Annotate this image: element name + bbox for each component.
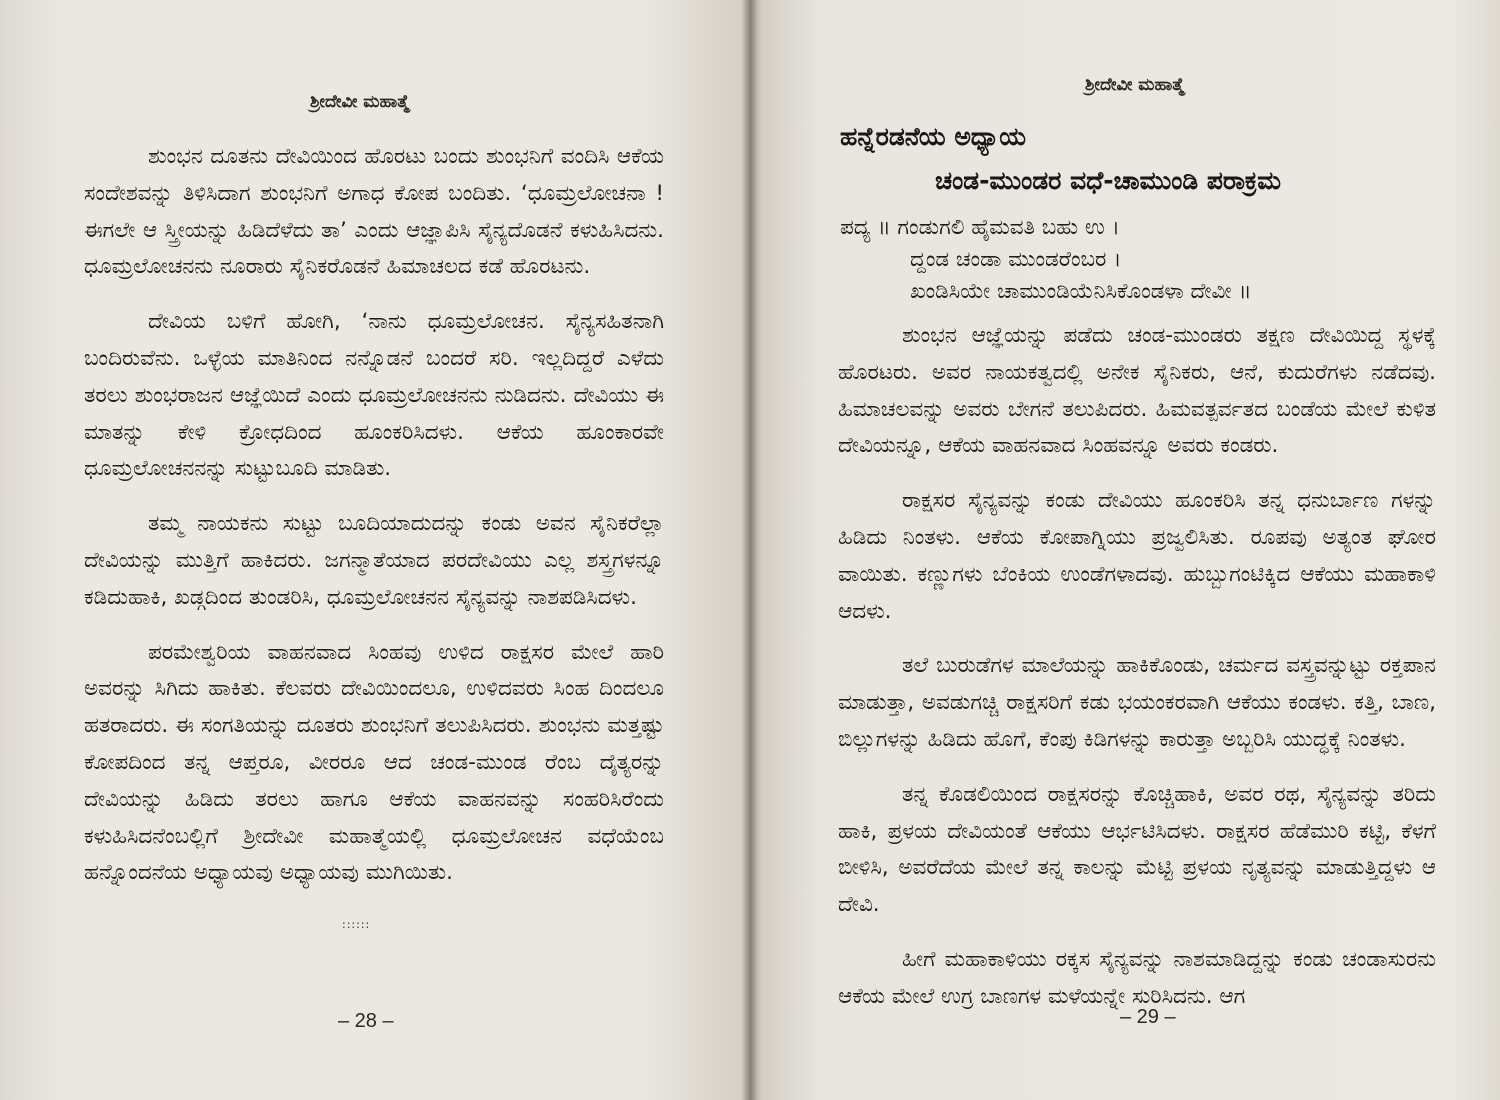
paragraph: ತಲೆ ಬುರುಡೆಗಳ ಮಾಲೆಯನ್ನು ಹಾಕಿಕೊಂಡು, ಚರ್ಮದ ವಸ್ತ್ರವನ್ನುಟ್ಟು ರಕ್ತಪಾನ ಮಾಡುತ್ತಾ, ಅವಡುಗಚ್ಚಿ ರಾಕ್ಷಸರಿಗೆ ಕಡು ಭಯಂಕರವಾಗಿ ಆಕೆಯು ಕಂಡಳು. ಕತ್ತಿ, ಬಾಣ, ಬಿಲ್ಲುಗಳನ್ನು ಹಿಡಿದು ಹೊಗೆ, ಕೆಂಪು ಕಿಡಿಗಳನ್ನು ಕಾರುತ್ತಾ ಅಬ್ಬರಿಸಿ ಯುದ್ಧಕ್ಕೆ ನಿಂತಳು. [838, 653, 1436, 752]
running-head: ಶ್ರೀದೇವೀ ಮಹಾತ್ಮೆ [1085, 75, 1185, 95]
paragraph: ತನ್ನ ಕೊಡಲಿಯಿಂದ ರಾಕ್ಷಸರನ್ನು ಕೊಚ್ಚಿಹಾಕಿ, ಅವರ ರಥ, ಸೈನ್ಯವನ್ನು ತರಿದು ಹಾಕಿ, ಪ್ರಳಯ ದೇವಿಯಂತೆ ಆಕೆಯು ಆರ್ಭಟಿಸಿದಳು. ರಾಕ್ಷಸರ ಹೆಡೆಮುರಿ ಕಟ್ಟಿ, ಕೆಳಗೆ ಬೀಳಿಸಿ, ಅವರೆದೆಯ ಮೇಲೆ ತನ್ನ ಕಾಲನ್ನು ಮೆಟ್ಟಿ ಪ್ರಳಯ ನೃತ್ಯವನ್ನು ಮಾಡುತ್ತಿದ್ದಳು ಆ ದೇವಿ. [838, 781, 1436, 918]
chapter-title: ಹನ್ನೆರಡನೆಯ ಅಧ್ಯಾಯ [840, 122, 1027, 151]
chapter-subtitle: ಚಂಡ-ಮುಂಡರ ವಧೆ-ಚಾಮುಂಡಿ ಪರಾಕ್ರಮ [935, 166, 1281, 195]
book-gutter [742, 0, 758, 1100]
paragraph: ತಮ್ಮ ನಾಯಕನು ಸುಟ್ಟು ಬೂದಿಯಾದುದನ್ನು ಕಂಡು ಅವನ ಸೈನಿಕರೆಲ್ಲಾ ದೇವಿಯನ್ನು ಮುತ್ತಿಗೆ ಹಾಕಿದರು. ಜಗನ್ಮಾತೆಯಾದ ಪರದೇವಿಯು ಎಲ್ಲ ಶಸ್ತ್ರಗಳನ್ನೂ ಕಡಿದುಹಾಕಿ, ಖಡ್ಗದಿಂದ ತುಂಡರಿಸಿ, ಧೂಮ್ರಲೋಚನನ ಸೈನ್ಯವನ್ನು ನಾಶಪಡಿಸಿದಳು. [84, 511, 664, 610]
paragraph: ಶುಂಭನ ದೂತನು ದೇವಿಯಿಂದ ಹೊರಟು ಬಂದು ಶುಂಭನಿಗೆ ವಂದಿಸಿ ಆಕೆಯ ಸಂದೇಶವನ್ನು ತಿಳಿಸಿದಾಗ ಶುಂಭನಿಗೆ ಅಗಾಧ ಕೋಪ ಬಂದಿತು. ‘ಧೂಮ್ರಲೋಚನಾ ! ಈಗಲೇ ಆ ಸ್ತ್ರೀಯನ್ನು ಹಿಡಿದೆಳೆದು ತಾ’ ಎಂದು ಆಜ್ಞಾಪಿಸಿ ಸೈನ್ಯದೊಡನೆ ಕಳುಹಿಸಿದನು. ಧೂಮ್ರಲೋಚನನು ನೂರಾರು ಸೈನಿಕರೊಡನೆ ಹಿಮಾಚಲದ ಕಡೆ ಹೊರಟನು. [84, 144, 664, 280]
page-number: – 28 – [338, 1010, 394, 1032]
verse-block [840, 212, 1251, 308]
page-number: – 29 – [1120, 1006, 1176, 1028]
body-text [84, 139, 664, 892]
paragraph: ರಾಕ್ಷಸರ ಸೈನ್ಯವನ್ನು ಕಂಡು ದೇವಿಯು ಹೂಂಕರಿಸಿ ತನ್ನ ಧನುರ್ಬಾಣ ಗಳನ್ನು ಹಿಡಿದು ನಿಂತಳು. ಆಕೆಯ ಕೋಪಾಗ್ನಿಯು ಪ್ರಜ್ವಲಿಸಿತು. ರೂಪವು ಅತ್ಯಂತ ಘೋರ ವಾಯಿತು. ಕಣ್ಣುಗಳು ಬೆಂಕಿಯ ಉಂಡೆಗಳಾದವು. ಹುಬ್ಬುಗಂಟಿಕ್ಕಿದ ಆಕೆಯು ಮಹಾಕಾಳಿ ಆದಳು. [838, 488, 1436, 624]
verse-line: ಪದ್ಯ ॥ ಗಂಡುಗಲಿ ಹೈಮವತಿ ಬಹು ಉ । [840, 215, 1120, 240]
paragraph: ಪರಮೇಶ್ವರಿಯ ವಾಹನವಾದ ಸಿಂಹವು ಉಳಿದ ರಾಕ್ಷಸರ ಮೇಲೆ ಹಾರಿ ಅವರನ್ನು ಸಿಗಿದು ಹಾಕಿತು. ಕೆಲವರು ದೇವಿಯಿಂದಲೂ, ಉಳಿದವರು ಸಿಂಹ ದಿಂದಲೂ ಹತರಾದರು. ಈ ಸಂಗತಿಯನ್ನು ದೂತರು ಶುಂಭನಿಗೆ ತಲುಪಿಸಿದರು. ಶುಂಭನು ಮತ್ತಷ್ಟು ಕೋಪದಿಂದ ತನ್ನ ಆಪ್ತರೂ, ವೀರರೂ ಆದ ಚಂಡ-ಮುಂಡ ರೆಂಬ ದೈತ್ಯರನ್ನು ದೇವಿಯನ್ನು ಹಿಡಿದು ತರಲು ಹಾಗೂ ಆಕೆಯ ವಾಹನವನ್ನು ಸಂಹರಿಸಿರೆಂದು ಕಳುಹಿಸಿದನೆಂಬಲ್ಲಿಗೆ ಶ್ರೀದೇವೀ ಮಹಾತ್ಮೆಯಲ್ಲಿ ಧೂಮ್ರಲೋಚನ ವಧೆಯೆಂಬ ಹನ್ನೊಂದನೆಯ ಅಧ್ಯಾಯವು ಅಧ್ಯಾಯವು ಮುಗಿಯಿತು. [84, 639, 664, 886]
body-text [838, 318, 1436, 1016]
running-head: ಶ್ರೀದೇವೀ ಮಹಾತ್ಮೆ [310, 92, 410, 112]
paragraph: ಹೀಗೆ ಮಹಾಕಾಳಿಯು ರಕ್ಕಸ ಸೈನ್ಯವನ್ನು ನಾಶಮಾಡಿದ್ದನ್ನು ಕಂಡು ಚಂಡಾಸುರನು ಆಕೆಯ ಮೇಲೆ ಉಗ್ರ ಬಾಣಗಳ ಮಳೆಯನ್ನೇ ಸುರಿಸಿದನು. ಆಗ [838, 946, 1436, 1009]
section-separator: :::::: [342, 918, 371, 931]
verse-line: ಖಂಡಿಸಿಯೇ ಚಾಮುಂಡಿಯೆನಿಸಿಕೊಂಡಳಾ ದೇವೀ ॥ [910, 279, 1252, 304]
paragraph: ಶುಂಭನ ಆಜ್ಞೆಯನ್ನು ಪಡೆದು ಚಂಡ-ಮುಂಡರು ತಕ್ಷಣ ದೇವಿಯಿದ್ದ ಸ್ಥಳಕ್ಕೆ ಹೊರಟರು. ಅವರ ನಾಯಕತ್ವದಲ್ಲಿ ಅನೇಕ ಸೈನಿಕರು, ಆನೆ, ಕುದುರೆಗಳು ನಡೆದವು. ಹಿಮಾಚಲವನ್ನು ಅವರು ಬೇಗನೆ ತಲುಪಿದರು. ಹಿಮವತ್ಪರ್ವತದ ಬಂಡೆಯ ಮೇಲೆ ಕುಳಿತ ದೇವಿಯನ್ನೂ, ಆಕೆಯ ವಾಹನವಾದ ಸಿಂಹವನ್ನೂ ಅವರು ಕಂಡರು. [838, 323, 1436, 459]
right-page [750, 0, 1500, 1100]
verse-line: ದ್ದಂಡ ಚಂಡಾ ಮುಂಡರೆಂಬರ । [910, 247, 1122, 272]
paragraph: ದೇವಿಯ ಬಳಿಗೆ ಹೋಗಿ, ‘ನಾನು ಧೂಮ್ರಲೋಚನ. ಸೈನ್ಯಸಹಿತನಾಗಿ ಬಂದಿರುವೆನು. ಒಳ್ಳೆಯ ಮಾತಿನಿಂದ ನನ್ನೊಡನೆ ಬಂದರೆ ಸರಿ. ಇಲ್ಲದಿದ್ದರೆ ಎಳೆದು ತರಲು ಶುಂಭರಾಜನ ಆಜ್ಞೆಯಿದೆ ಎಂದು ಧೂಮ್ರಲೋಚನನು ನುಡಿದನು. ದೇವಿಯು ಈ ಮಾತನ್ನು ಕೇಳಿ ಕ್ರೋಧದಿಂದ ಹೂಂಕರಿಸಿದಳು. ಆಕೆಯ ಹೂಂಕಾರವೇ ಧೂಮ್ರಲೋಚನನನ್ನು ಸುಟ್ಟುಬೂದಿ ಮಾಡಿತು. [84, 309, 664, 482]
